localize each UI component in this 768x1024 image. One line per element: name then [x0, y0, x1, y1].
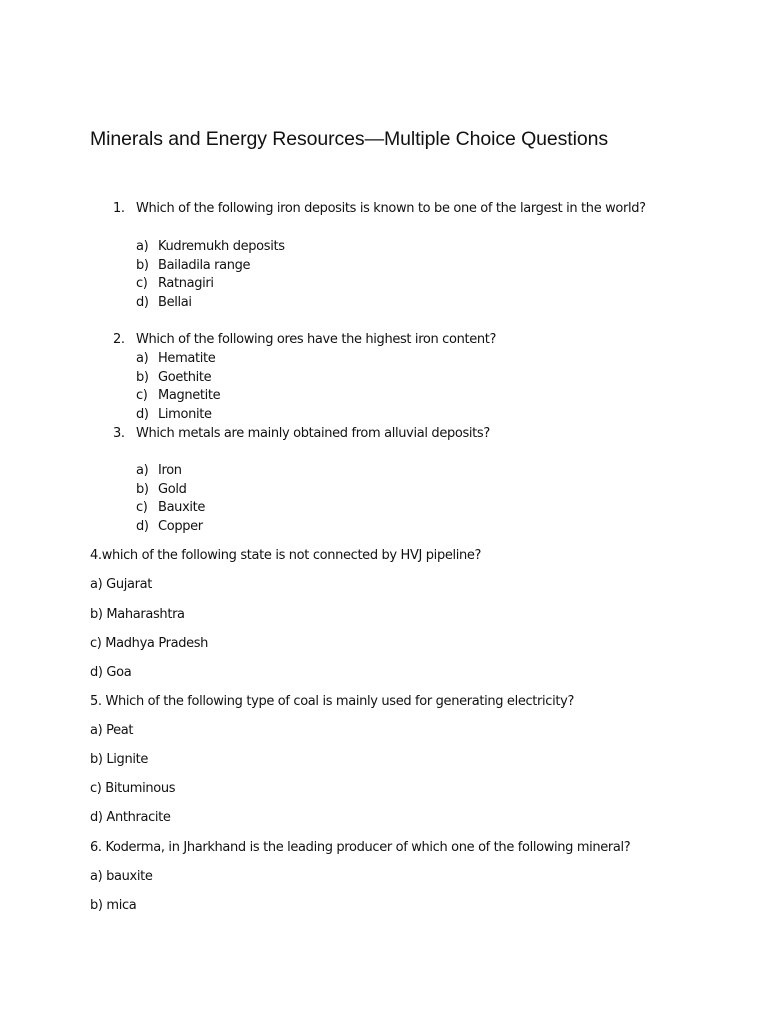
question-number: 2. — [113, 332, 125, 347]
option-letter: b) — [136, 482, 149, 497]
option-letter: c) — [136, 388, 148, 403]
option-text: Goethite — [158, 370, 212, 385]
option-text: Bailadila range — [158, 258, 251, 273]
option-item: c) Bituminous — [90, 781, 176, 796]
option-letter: b) — [136, 370, 149, 385]
option-item: d) Goa — [90, 665, 132, 680]
option-letter: a) — [136, 351, 149, 366]
option-item: a) bauxite — [90, 869, 153, 884]
option-letter: d) — [136, 407, 149, 422]
option-text: Limonite — [158, 407, 212, 422]
option-item: a) Gujarat — [90, 577, 152, 592]
option-letter: d) — [136, 295, 149, 310]
page-title: Minerals and Energy Resources—Multiple Choice Questions — [90, 128, 608, 150]
option-text: Copper — [158, 519, 203, 534]
option-text: Gold — [158, 482, 187, 497]
option-letter: a) — [136, 239, 149, 254]
option-item: b) Maharashtra — [90, 607, 185, 622]
option-text: Iron — [158, 463, 182, 478]
option-item: b) mica — [90, 898, 137, 913]
option-letter: c) — [136, 276, 148, 291]
question-text: 4.which of the following state is not connected by HVJ pipeline? — [90, 548, 482, 563]
question-text: Which of the following ores have the highest iron content? — [136, 332, 497, 347]
question-text: Which metals are mainly obtained from alluvial deposits? — [136, 426, 490, 441]
option-letter: b) — [136, 258, 149, 273]
option-item: c) Madhya Pradesh — [90, 636, 209, 651]
question-text: 5. Which of the following type of coal is mainly used for generating electricity? — [90, 694, 574, 709]
option-item: a) Peat — [90, 723, 134, 738]
option-text: Magnetite — [158, 388, 221, 403]
option-text: Bauxite — [158, 500, 206, 515]
option-text: Kudremukh deposits — [158, 239, 285, 254]
question-text: 6. Koderma, in Jharkhand is the leading producer of which one of the following mineral? — [90, 840, 631, 855]
question-text: Which of the following iron deposits is known to be one of the largest in the world? — [136, 201, 646, 216]
option-letter: a) — [136, 463, 149, 478]
option-letter: d) — [136, 519, 149, 534]
question-number: 3. — [113, 426, 125, 441]
option-letter: c) — [136, 500, 148, 515]
option-text: Ratnagiri — [158, 276, 214, 291]
option-item: b) Lignite — [90, 752, 149, 767]
question-number: 1. — [113, 201, 125, 216]
option-text: Bellai — [158, 295, 192, 310]
option-item: d) Anthracite — [90, 810, 171, 825]
option-text: Hematite — [158, 351, 216, 366]
